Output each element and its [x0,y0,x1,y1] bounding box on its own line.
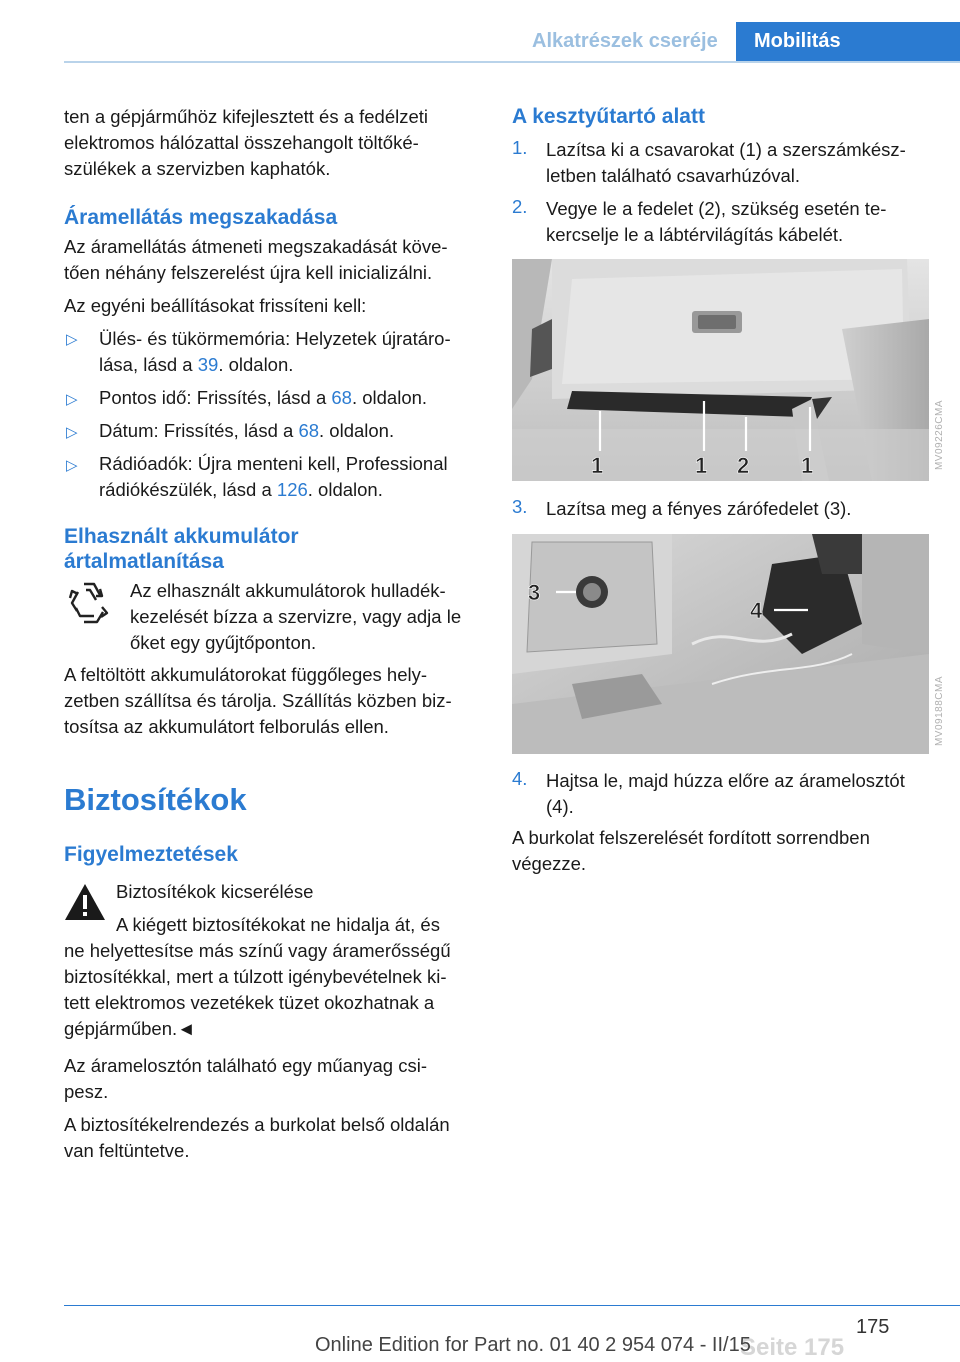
page-link-39[interactable]: 39 [197,354,219,375]
bullet-1-line-1: Ülés- és tükörmemória: Helyzetek újratáro- [99,328,451,349]
page-link-126[interactable]: 126 [276,479,308,500]
bullet-marker: ▷ [66,424,78,441]
battery-p-line-2: zetben szállítsa és tárolja. Szállítás közben biz- [64,690,452,711]
battery-p-line-3: tosítsa az akkumulátort felborulás ellen. [64,716,389,737]
battery-heading-line-1: Elhasznált akkumulátor [64,525,299,548]
warning-line-1: A kiégett biztosítékokat ne hidalja át, és [116,914,440,935]
page-number: 175 [856,1316,890,1338]
warning-line-4: tett elektromos vezetékek tüzet okozhatnak a [64,992,435,1013]
fuses-p2-line-2: van feltüntetve. [64,1140,190,1161]
power-p1-line-2: tően néhány felszerelést újra kell inicializálni. [64,262,433,283]
step-4-line-2: (4). [546,796,574,817]
step-4-line-1: Hajtsa le, majd húzza előre az áramelosztót [546,770,905,791]
page-link-68[interactable]: 68 [298,420,320,441]
recycle-line-3: őket egy gyűjtőponton. [130,632,317,653]
step-3-number: 3. [512,496,528,517]
bullet-marker: ▷ [66,331,78,348]
header-section: Alkatrészek cseréje [532,30,718,52]
photo1-label-1: 1 [695,453,708,478]
power-p2: Az egyéni beállításokat frissíteni kell: [64,295,367,316]
step-2-line-2: kercselje le a lábtérvilágítás kábelét. [546,224,844,245]
photo1-code: MV09226CMA [934,400,945,471]
step-1-line-1: Lazítsa ki a csavarokat (1) a szerszámkész- [546,139,906,160]
warning-title: Biztosítékok kicserélése [116,881,314,902]
header-tab [736,22,960,63]
fuses-title: Biztosítékok [64,782,247,817]
photo2-code: MV09188CMA [934,676,945,747]
right-p-line-1: A burkolat felszerelését fordított sorrendben [512,827,870,848]
fuses-p2-line-1: A biztosítékelrendezés a burkolat belső oldalán [64,1114,450,1135]
step-1-number: 1. [512,137,528,158]
recycle-line-2: kezelését bízza a szervizre, vagy adja le [130,606,462,627]
warnings-heading: Figyelmeztetések [64,843,238,866]
photo1-label-1: 1 [591,453,604,478]
step-2-line-1: Vegye le a fedelet (2), szükség esetén te- [546,198,887,219]
power-p1-line-1: Az áramellátás átmeneti megszakadását köve- [64,236,448,257]
battery-p-line-1: A feltöltött akkumulátorokat függőleges hely- [64,664,428,685]
bullet-marker: ▷ [66,457,78,474]
bullet-4-line-1: Rádióadók: Újra menteni kell, Professional [99,453,448,474]
fuse-box-photo [512,534,929,754]
site-watermark: Seite 175 [740,1334,845,1361]
photo1-label-2: 2 [737,453,750,478]
intro-line-2: elektromos hálózattal összehangolt töltőké- [64,132,419,153]
fuse-box-photo-drawing [512,534,929,754]
page-link-68[interactable]: 68 [331,387,352,408]
step-1-line-2: letben található csavarhúzóval. [546,165,801,186]
glovebox-photo-drawing [512,259,929,481]
glovebox-photo [512,259,929,481]
fuses-p1-line-2: pesz. [64,1081,109,1102]
photo2-label-3: 3 [528,580,541,605]
step-3: Lazítsa meg a fényes zárófedelet (3). [546,498,852,519]
bullet-4-line-2: rádiókészülék, lásd a 126. oldalon. [99,479,383,500]
recycle-icon [64,578,114,628]
battery-heading-line-2: ártalmatlanítása [64,550,224,573]
step-2-number: 2. [512,196,528,217]
glovebox-heading: A kesztyűtartó alatt [512,105,705,128]
bullet-3: Dátum: Frissítés, lásd a 68. oldalon. [99,420,395,441]
recycle-line-1: Az elhasznált akkumulátorok hulladék- [130,580,446,601]
right-p-line-2: végezze. [512,853,587,874]
footer-edition: Online Edition for Part no. 01 40 2 954 074 - II/15 [315,1334,751,1356]
bullet-marker: ▷ [66,391,78,408]
warning-line-2: ne helyettesítse más színű vagy áramerősségű [64,940,451,961]
warning-line-5: gépjárműben.◄ [64,1018,196,1039]
step-4-number: 4. [512,768,528,789]
header-tab-label: Mobilitás [754,30,841,52]
header-rule [64,61,960,63]
bullet-2: Pontos idő: Frissítés, lásd a 68. oldalon. [99,387,428,408]
footer-rule [64,1305,960,1306]
warning-icon [64,882,106,922]
bullet-1-line-2: lása, lásd a 39. oldalon. [99,354,294,375]
warning-line-3: biztosítékkal, mert a túlzott igénybevételnek ki- [64,966,447,987]
power-heading: Áramellátás megszakadása [64,206,338,229]
intro-line-3: szülékek a szervizben kaphatók. [64,158,331,179]
photo2-label-4: 4 [750,598,763,623]
photo1-label-1: 1 [801,453,814,478]
fuses-p1-line-1: Az áramelosztón található egy műanyag csi- [64,1055,427,1076]
intro-line-1: ten a gépjárműhöz kifejlesztett és a fedélzeti [64,106,429,127]
